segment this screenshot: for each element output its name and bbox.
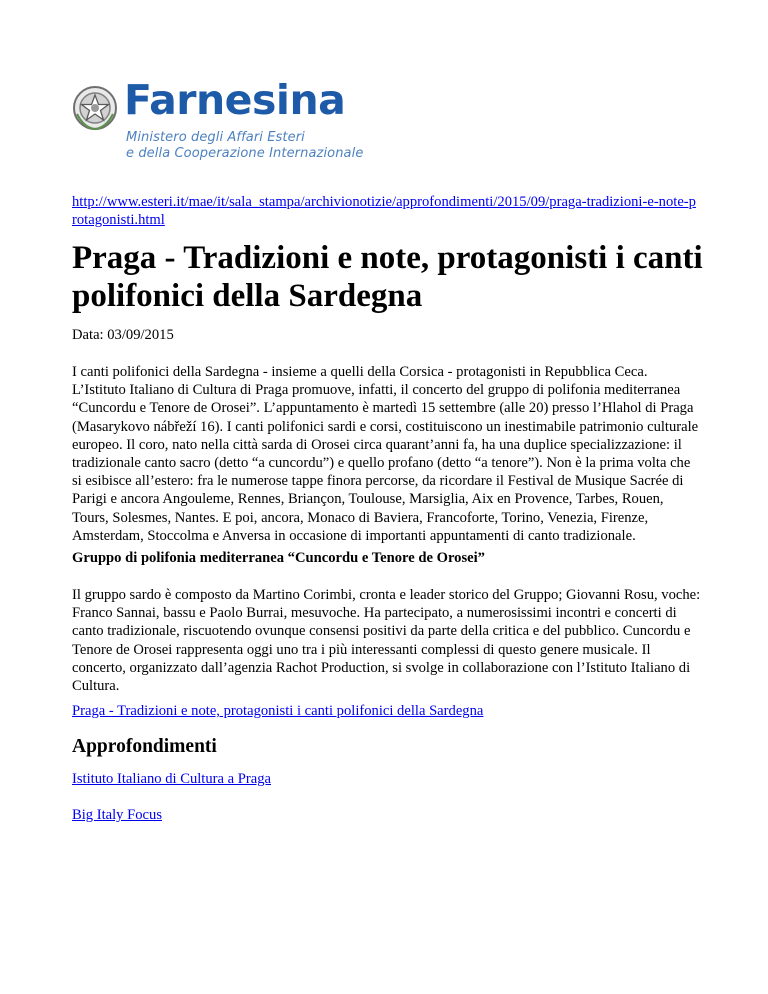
- article-link[interactable]: Praga - Tradizioni e note, protagonisti i canti polifonici della Sardegna: [72, 703, 484, 719]
- italian-republic-emblem-icon: [72, 84, 118, 132]
- article-date: Data: 03/09/2015: [72, 327, 174, 343]
- article-paragraph-2: Il gruppo sardo è composto da Martino Corimbi, cronta e leader storico del Gruppo; Giovanni Rosu, voche: Franco Sannai, bassu e Paolo Burrai, mesuvoche. Ha partecipato, a numerosissimi incontri e concerti di canto tradizionale, riscuotendo ovunque consensi positivi da parte della critica e del pubblico. Cuncordu e Tenore de Orosei rappresenta oggi uno tra i più interessanti complessi di questo genere musicale. Il concerto, organizzato dall’agenzia Rachot Production, si svolge in collaborazione con l’Istituto Italiano di Cultura.: [72, 587, 701, 695]
- article-subheading: Gruppo di polifonia mediterranea “Cuncordu e Tenore de Orosei”: [72, 550, 485, 566]
- logo-subtitle-ministry: Ministero degli Affari Esteri: [126, 130, 305, 145]
- logo-subtitle-cooperation: e della Cooperazione Internazionale: [126, 146, 364, 161]
- article-paragraph-1: I canti polifonici della Sardegna - insieme a quelli della Corsica - protagonisti in Repubblica Ceca. L’Istituto Italiano di Cultura di Praga promuove, infatti, il concerto del gruppo di polifonia mediterranea “Cuncordu e Tenore de Orosei”. L’appuntamento è martedì 15 settembre (alle 20) presso l’Hlahol di Praga (Masarykovo nábřeží 16). I canti polifonici sardi e corsi, costituiscono un inestimabile patrimonio culturale europeo. Il coro, nato nella città sarda di Orosei circa quarant’anni fa, ha una duplice specializzazione: il tradizionale canto sacro (detto “a cuncordu”) e quello profano (detto “a tenore”). Non è la prima volta che si esibisce all’estero: fra le numerose tappe finora percorse, da ricordare il Festival de Musique Sacrée di Parigi e ancora Angouleme, Rennes, Briançon, Toulouse, Marsiglia, Aix en Provence, Tarbes, Rouen, Tours, Solesmes, Nantes. E poi, ancora, Monaco di Baviera, Francoforte, Torino, Venezia, Firenze, Amsterdam, Stoccolma e Anversa in occasione di importanti appuntamenti di canto tradizionale.: [72, 364, 699, 544]
- article-title: Praga - Tradizioni e note, protagonisti i canti polifonici della Sardegna: [72, 240, 703, 314]
- link-big-italy-focus[interactable]: Big Italy Focus: [72, 807, 162, 823]
- link-istituto-italiano-cultura-praga[interactable]: Istituto Italiano di Cultura a Praga: [72, 771, 271, 787]
- farnesina-logo: [72, 76, 372, 164]
- logo-title: Farnesina: [124, 76, 346, 124]
- approfondimenti-heading: Approfondimenti: [72, 736, 217, 757]
- source-url-link[interactable]: http://www.esteri.it/mae/it/sala_stampa/archivionotizie/approfondimenti/2015/09/praga-tradizioni-e-note-protagonisti.html: [72, 194, 696, 228]
